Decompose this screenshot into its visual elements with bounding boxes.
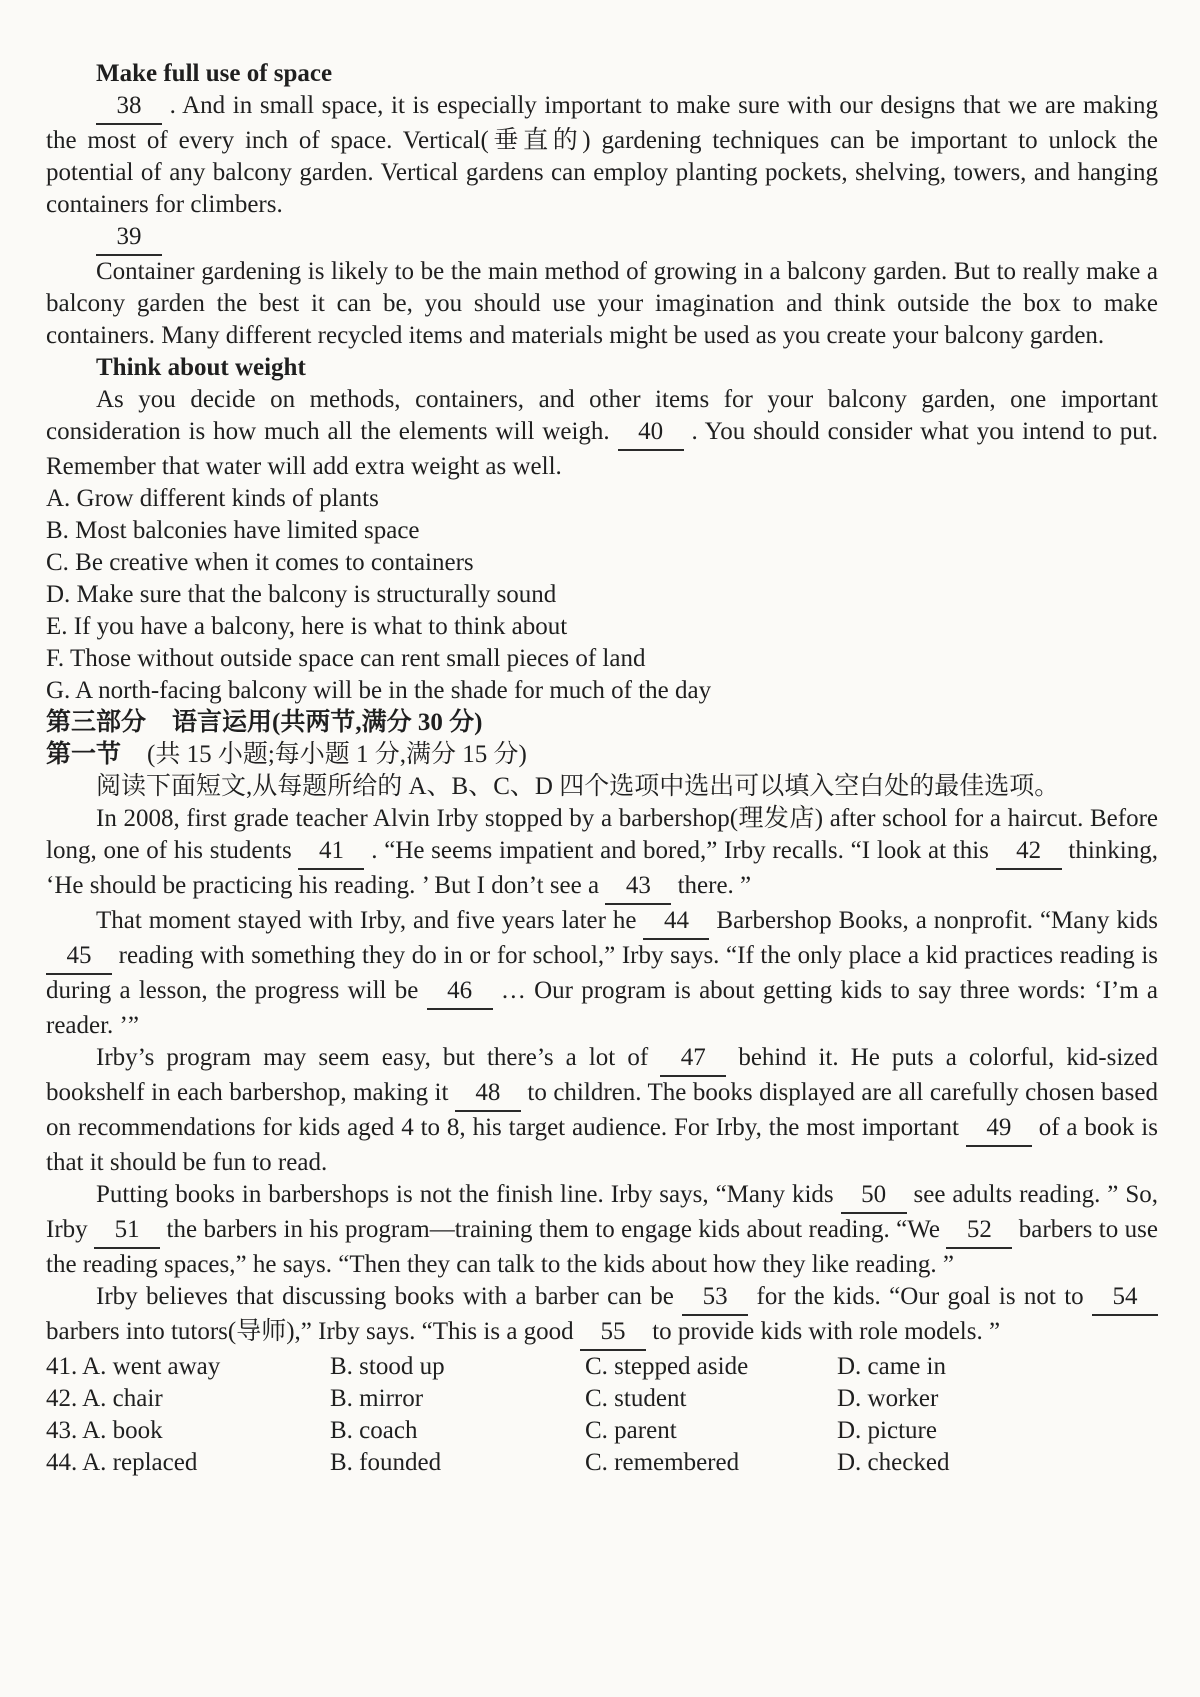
blank-45: 45 [46, 940, 112, 975]
choice-43-d: D. picture [837, 1417, 937, 1444]
blank-44: 44 [643, 905, 709, 940]
subheading-make-full-use-of-space: Make full use of space [96, 60, 333, 87]
choice-43-b: B. coach [330, 1417, 418, 1444]
option-b: B. Most balconies have limited space [46, 517, 420, 544]
scanned-exam-page [46, 58, 1158, 1479]
option-f: F. Those without outside space can rent small pieces of land [46, 645, 646, 672]
choice-row-41 [46, 1351, 1158, 1383]
cloze-paragraph-4: Putting books in barbershops is not the finish line. Irby says, “Many kids 50 see adults reading. ” So, Irby 51 the barbers in his program—training them to engage kids about reading. “We 52 barbers to use the reading spaces,” he says. “Then they can talk to the kids about how they like reading. ” [46, 1181, 1159, 1278]
paragraph-blank-38: 38 . And in small space, it is especially important to make sure with our designs that we are making the most of every inch of space. Vertical(垂直的) gardening techniques can be important to unlock the potential of any balcony garden. Vertical gardens can employ planting pockets, shelving, towers, and hanging containers for climbers. [46, 92, 1158, 218]
choice-42-c: C. student [585, 1385, 687, 1412]
blank-53: 53 [682, 1281, 748, 1316]
blank-43: 43 [605, 870, 671, 905]
choice-44-b: B. founded [330, 1449, 442, 1476]
part3-title: 语言运用(共两节,满分 30 分) [172, 709, 483, 736]
part3-header [46, 707, 1158, 739]
cloze-paragraph-3: Irby’s program may seem easy, but there’s a lot of 47 behind it. He puts a colorful, kid-sized bookshelf in each barbershop, making it 48 to children. The books displayed are all carefully chosen based on recommendations for kids aged 4 to 8, his target audience. For Irby, the most important 49 of a book is that it should be fun to read. [46, 1044, 1158, 1176]
blank-50: 50 [841, 1179, 907, 1214]
blank-49: 49 [966, 1112, 1032, 1147]
blank-40: 40 [618, 416, 684, 451]
cloze-paragraph-1: In 2008, first grade teacher Alvin Irby stopped by a barbershop(理发店) after school for a haircut. Before long, one of his students 41 . “He seems impatient and bored,” Irby recalls. “I look at this 42 thinking, ‘He should be practicing his reading. ’ But I don’t see a 43 there. ” [46, 803, 1158, 905]
option-c: C. Be creative when it comes to containers [46, 549, 474, 576]
cloze-passage [46, 803, 1158, 1351]
blank-55: 55 [580, 1316, 646, 1351]
blank-46: 46 [427, 975, 493, 1010]
choice-42-b: B. mirror [330, 1385, 424, 1412]
blank-47: 47 [660, 1042, 726, 1077]
reading-gap-fill-section [46, 58, 1158, 707]
blank-48: 48 [455, 1077, 521, 1112]
part3-label: 第三部分 [46, 709, 147, 736]
choice-41-c: C. stepped aside [585, 1353, 749, 1380]
blank-39: 39 [96, 221, 162, 256]
gap-fill-options-list [46, 483, 1158, 707]
cloze-instruction: 阅读下面短文,从每题所给的 A、B、C、D 四个选项中选出可以填入空白处的最佳选项。 [96, 773, 1060, 800]
option-e: E. If you have a balcony, here is what to think about [46, 613, 568, 640]
cloze-paragraph-5: Irby believes that discussing books with a barber can be 53 for the kids. “Our goal is not to 54 barbers into tutors(导师),” Irby says. “This is a good 55 to provide kids with role models. ” [46, 1281, 1158, 1351]
section1-label: 第一节 [46, 741, 122, 768]
blank-52: 52 [946, 1214, 1012, 1249]
section1-detail: (共 15 小题;每小题 1 分,满分 15 分) [147, 741, 527, 768]
paragraph-blank-40: As you decide on methods, containers, and other items for your balcony garden, one important consideration is how much all the elements will weigh. 40 . You should consider what you intend to put. Remember that water will add extra weight as well. [46, 386, 1159, 480]
choice-41-a: 41. A. went away [46, 1353, 221, 1380]
blank-54: 54 [1092, 1281, 1158, 1316]
language-use-section [46, 707, 1158, 1479]
choice-row-42 [46, 1383, 1158, 1415]
cloze-paragraph-2: That moment stayed with Irby, and five years later he 44 Barbershop Books, a nonprofit. “Many kids 45 reading with something they do in or for school,” Irby says. “If the only place a kid practices reading is during a lesson, the progress will be 46 … Our program is about getting kids to say three words: ‘I’m a reader. ’” [46, 907, 1159, 1039]
subheading-think-about-weight: Think about weight [96, 354, 306, 381]
blank-39-line [46, 221, 1158, 256]
choice-41-b: B. stood up [330, 1353, 445, 1380]
choice-42-d: D. worker [837, 1385, 939, 1412]
choice-44-c: C. remembered [585, 1449, 740, 1476]
choice-row-43 [46, 1415, 1158, 1447]
blank-38: 38 [96, 90, 162, 125]
paragraph-container-gardening: Container gardening is likely to be the main method of growing in a balcony garden. But to really make a balcony garden the best it can be, you should use your imagination and think outside the box to make containers. Many different recycled items and materials might be used as you create your balcony garden. [46, 258, 1158, 349]
choice-43-a: 43. A. book [46, 1417, 163, 1444]
choice-42-a: 42. A. chair [46, 1385, 163, 1412]
option-d: D. Make sure that the balcony is structurally sound [46, 581, 557, 608]
choice-row-44 [46, 1447, 1158, 1479]
blank-51: 51 [94, 1214, 160, 1249]
option-g: G. A north-facing balcony will be in the shade for much of the day [46, 677, 712, 704]
option-a: A. Grow different kinds of plants [46, 485, 379, 512]
blank-42: 42 [996, 835, 1062, 870]
choice-43-c: C. parent [585, 1417, 677, 1444]
choice-44-d: D. checked [837, 1449, 950, 1476]
choice-41-d: D. came in [837, 1353, 946, 1380]
choice-44-a: 44. A. replaced [46, 1449, 198, 1476]
blank-41: 41 [298, 835, 364, 870]
section1-header [46, 739, 1158, 771]
multiple-choice-rows [46, 1351, 1158, 1479]
